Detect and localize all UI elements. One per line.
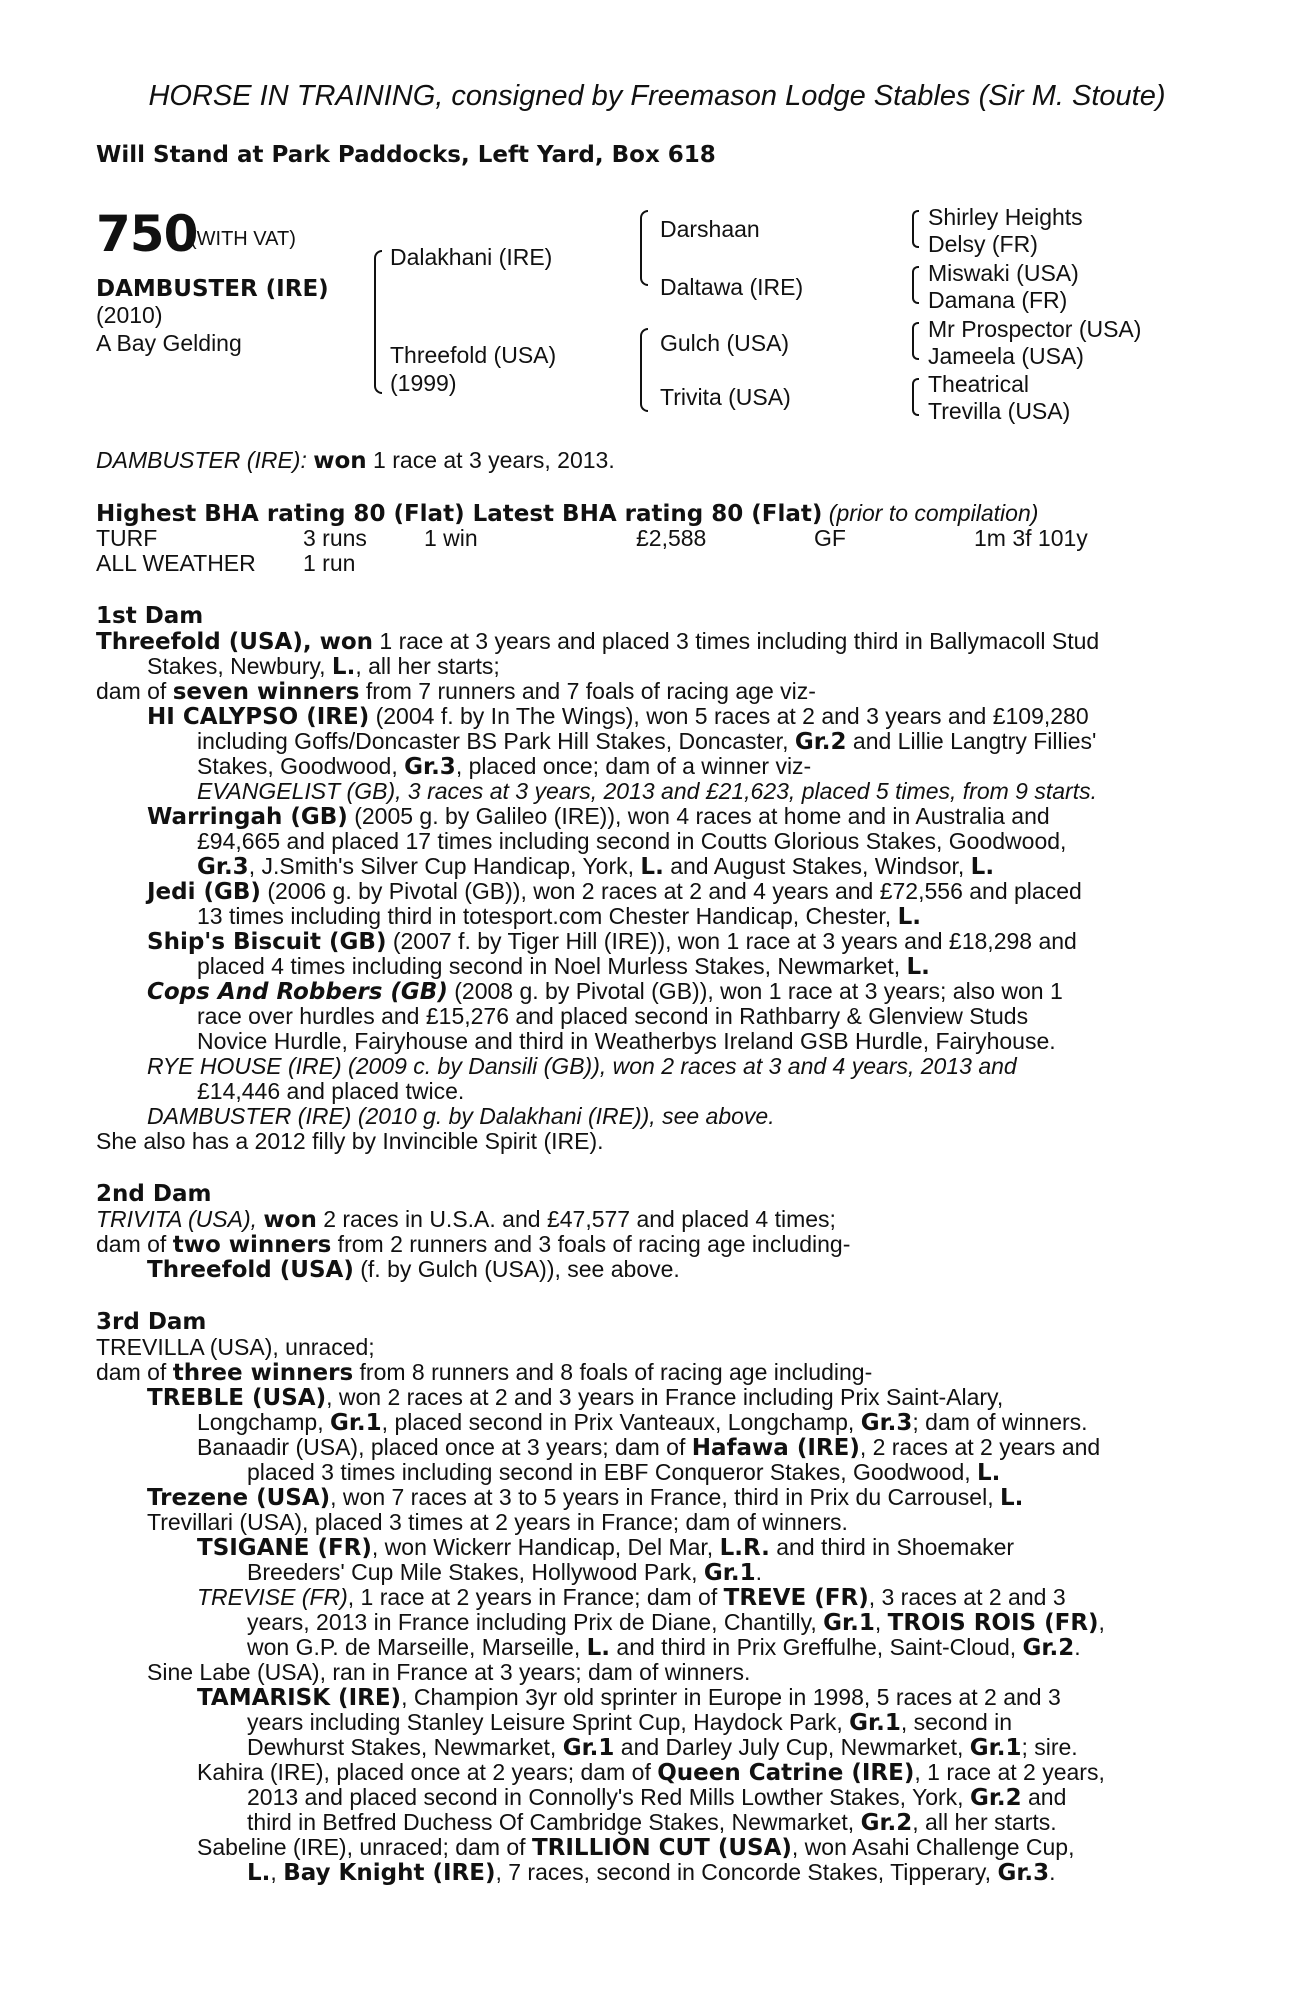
progeny-1-text3c: , placed once; dam of a winner viz- [455,753,812,779]
banaadir-text1c: , 2 races at 2 years and [859,1434,1101,1460]
turf-going: GF [814,525,846,551]
summary-text: 1 race at 3 years, 2013. [366,447,615,473]
progeny-4-line1 [147,929,1077,955]
rating-note: (prior to compilation) [828,500,1039,526]
pedigree-dam-year: (1999) [390,370,457,396]
banaadir-line1 [197,1435,1100,1461]
second-dam-text3: (f. by Gulch (USA)), see above. [353,1256,680,1282]
kahira-line1 [197,1760,1105,1786]
progeny-3-name: Jedi (GB) [147,879,261,905]
sabeline-sep: , [270,1859,284,1885]
kahira-grade2b: Gr.2 [860,1810,913,1836]
trevise-text3c: and third in Prix Greffulhe, Saint-Cloud, [610,1634,1023,1660]
tsigane-text2c: . [755,1559,762,1585]
first-dam-listed: L. [331,654,356,680]
trezene-listed: L. [1000,1485,1024,1511]
trezene-text: , won 7 races at 3 to 5 years in France, third in Prix du Carrousel, [330,1484,1000,1510]
first-dam-won: , won [302,629,374,655]
progeny-8-line1: She also has a 2012 filly by Invincible Spirit (IRE). [96,1128,604,1154]
queen-catrine-name: Queen Catrine (IRE) [657,1760,915,1786]
progeny-5-line3: Novice Hurdle, Fairyhouse and third in Weatherbys Ireland GSB Hurdle, Fairyhouse. [197,1028,1056,1054]
progeny-1-line2 [197,729,1096,755]
second-dam-name: TRIVITA (USA), [96,1206,264,1232]
tsigane-text2a: Breeders' Cup Mile Stakes, Hollywood Park, [247,1559,704,1585]
horse-year: (2010) [96,302,163,328]
turf-runs: 3 runs [303,525,367,551]
tsigane-grade: Gr.1 [703,1560,756,1586]
progeny-3-text2: 13 times including third in totesport.com Chester Handicap, Chester, [197,903,898,929]
turf-wins: 1 win [424,525,478,551]
pedigree-g3-5: Mr Prospector (USA) [928,316,1142,342]
kahira-text1a: Kahira (IRE), placed once at 2 years; dam of [197,1759,658,1785]
sabeline-grade3: Gr.3 [997,1860,1050,1886]
stand-location: Will Stand at Park Paddocks, Left Yard, Box 618 [96,142,716,168]
progeny-6-line2: £14,446 and placed twice. [197,1078,465,1104]
pedigree-dam: Threefold (USA) [390,342,557,368]
trevise-listed: L. [586,1635,611,1661]
second-dam-progeny: Threefold (USA) [147,1257,354,1283]
tsigane-listed: L.R. [719,1535,770,1561]
third-dam-winners: three winners [172,1360,354,1386]
pedigree-bracket-g1 [912,210,919,248]
trezene-name: Trezene (USA) [147,1485,331,1511]
second-dam-heading: 2nd Dam [96,1181,212,1207]
banaadir-text1: Banaadir (USA), placed once at 3 years; dam of [197,1434,692,1460]
trevise-line1 [197,1585,1066,1611]
progeny-2-line1 [147,804,1050,830]
kahira-line3 [247,1810,1057,1836]
third-dam-damof: dam of [96,1359,173,1385]
race-summary [96,448,615,474]
first-dam-heading: 1st Dam [96,603,204,629]
tsigane-line1 [197,1535,1014,1561]
sabeline-line1 [197,1835,1074,1861]
progeny-4-text1: (2007 f. by Tiger Hill (IRE)), won 1 race at 3 years and £18,298 and [386,928,1077,954]
progeny-5-line2: race over hurdles and £15,276 and placed second in Rathbarry & Glenview Studs [197,1003,1029,1029]
second-dam-line2 [96,1232,850,1258]
progeny-1-grade2: Gr.3 [404,754,456,780]
pedigree-g3-7: Theatrical [928,371,1029,397]
second-dam-line1 [96,1207,836,1233]
progeny-3-listed: L. [897,904,921,930]
first-dam-text1: 1 race at 3 years and placed 3 times including third in Ballymacoll Stud [373,628,1100,654]
progeny-4-line2 [197,954,930,980]
tamarisk-text3e: ; sire. [1021,1734,1078,1760]
third-dam-line2 [96,1360,872,1386]
first-dam-text2: Stakes, Newbury, [147,653,332,679]
trevise-grade2: Gr.2 [1022,1635,1075,1661]
treble-text2e: ; dam of winners. [912,1409,1088,1435]
progeny-7-line1: DAMBUSTER (IRE) (2010 g. by Dalakhani (IRE)), see above. [147,1103,775,1129]
trevise-text2c: , [874,1609,888,1635]
progeny-1-text3a: Stakes, Goodwood, [197,753,405,779]
trevise-text2e: , [1098,1609,1105,1635]
kahira-line2 [247,1785,1066,1811]
progeny-4-listed: L. [906,954,930,980]
pedigree-g3-4: Damana (FR) [928,287,1068,313]
trevise-grade1: Gr.1 [823,1610,875,1636]
progeny-3-text1: (2006 g. by Pivotal (GB)), won 2 races at 2 and 4 years and £72,556 and placed [260,878,1082,904]
pedigree-dam-dam: Trivita (USA) [660,384,791,410]
trevise-name: TREVISE (FR) [197,1584,348,1610]
pedigree-g3-2: Delsy (FR) [928,231,1038,257]
tamarisk-name: TAMARISK (IRE) [197,1685,402,1711]
second-dam-line3 [147,1257,680,1283]
pedigree-sire-dam: Daltawa (IRE) [660,274,804,300]
first-dam-damof: dam of [96,678,173,704]
progeny-2-name: Warringah (GB) [147,804,348,830]
treble-grade3: Gr.3 [860,1410,913,1436]
progeny-2-listed2: L. [970,854,995,880]
treble-text2c: , placed second in Prix Vanteaux, Longchamp, [381,1409,861,1435]
pedigree-bracket-dam [640,328,648,412]
progeny-5-text1: (2008 g. by Pivotal (GB)), won 1 race at 3 years; also won 1 [447,978,1063,1004]
tamarisk-text1: , Champion 3yr old sprinter in Europe in 1998, 5 races at 2 and 3 [401,1684,1061,1710]
progeny-2-listed1: L. [640,854,664,880]
progeny-5-name: Cops And Robbers (GB) [147,979,448,1005]
second-dam-won: won [263,1207,317,1233]
treve-name: TREVE (FR) [723,1585,869,1611]
progeny-2-text3d: and August Stakes, Windsor, [663,853,971,879]
progeny-2-text3b: , J.Smith's Silver Cup Handicap, York, [248,853,641,879]
banaadir-line2 [247,1460,1000,1486]
progeny-2-grade: Gr.3 [197,854,249,880]
summary-colon: : [300,447,307,473]
progeny-1-line3 [197,754,811,780]
turf-label: TURF [96,525,158,551]
sabeline-text1a: Sabeline (IRE), unraced; dam of [197,1834,532,1860]
tsigane-line2 [247,1560,762,1586]
third-dam-line1: TREVILLA (USA), unraced; [96,1334,375,1360]
progeny-1-text2a: including Goffs/Doncaster BS Park Hill Stakes, Doncaster, [197,728,795,754]
progeny-2-line2: £94,665 and placed 17 times including second in Coutts Glorious Stakes, Goodwood, [197,828,1067,854]
first-dam-line1 [96,629,1099,655]
progeny-2-line3 [197,854,994,880]
tsigane-text1a: , won Wickerr Handicap, Del Mar, [371,1534,720,1560]
trillion-cut-name: TRILLION CUT (USA) [531,1835,792,1861]
first-dam-runners: from 7 runners and 7 foals of racing age viz- [359,678,816,704]
kahira-text2a: 2013 and placed second in Connolly's Red Mills Lowther Stakes, York, [247,1784,970,1810]
pedigree-bracket-sire [640,210,648,286]
turf-distance: 1m 3f 101y [974,525,1088,551]
tsigane-name: TSIGANE (FR) [197,1535,372,1561]
bay-knight-name: Bay Knight (IRE) [283,1860,496,1886]
first-dam-name: Threefold (USA) [96,629,303,655]
treble-line2 [197,1410,1088,1436]
pedigree-sire-sire: Darshaan [660,216,760,242]
progeny-6-line1: RYE HOUSE (IRE) (2009 c. by Dansili (GB)), won 2 races at 3 and 4 years, 2013 and [147,1053,1017,1079]
second-dam-text1: 2 races in U.S.A. and £47,577 and placed 4 times; [316,1206,836,1232]
horse-description: A Bay Gelding [96,330,242,356]
trevillari-line1: Trevillari (USA), placed 3 times at 2 years in France; dam of winners. [147,1509,848,1535]
treble-text1: , won 2 races at 2 and 3 years in France including Prix Saint-Alary, [326,1384,1004,1410]
horse-name: DAMBUSTER (IRE) [96,276,329,302]
rating-highest: Highest BHA rating 80 (Flat) Latest BHA rating 80 (Flat) [96,501,823,527]
trevise-text1b: , 1 race at 2 years in France; dam of [347,1584,724,1610]
tamarisk-line3 [247,1735,1078,1761]
progeny-1-text2c: and Lillie Langtry Fillies' [846,728,1097,754]
rating-line [96,501,1038,527]
progeny-4-name: Ship's Biscuit (GB) [147,929,387,955]
trevise-text3a: won G.P. de Marseille, Marseille, [247,1634,587,1660]
progeny-1-grade1: Gr.2 [794,729,847,755]
pedigree-bracket-g4 [912,378,919,416]
second-dam-damof: dam of [96,1231,173,1257]
hafawa-name: Hafawa (IRE) [691,1435,860,1461]
tamarisk-grade1a: Gr.1 [849,1710,901,1736]
pedigree-g3-1: Shirley Heights [928,204,1083,230]
pedigree-sire: Dalakhani (IRE) [390,244,553,270]
pedigree-dam-sire: Gulch (USA) [660,330,790,356]
tamarisk-text3c: and Darley July Cup, Newmarket, [614,1734,970,1760]
pedigree-g3-6: Jameela (USA) [928,343,1084,369]
first-dam-text2-end: , all her starts; [355,653,500,679]
turf-prize: £2,588 [636,525,707,551]
progeny-1-line4: EVANGELIST (GB), 3 races at 3 years, 2013 and £21,623, placed 5 times, from 9 starts. [197,778,1097,804]
treble-name: TREBLE (USA) [147,1385,327,1411]
sabeline-text1c: , won Asahi Challenge Cup, [791,1834,1075,1860]
second-dam-runners: from 2 runners and 3 foals of racing age including- [331,1231,851,1257]
trevise-line2 [247,1610,1105,1636]
progeny-4-text2: placed 4 times including second in Noel Murless Stakes, Newmarket, [197,953,907,979]
progeny-1-name: HI CALYPSO (IRE) [147,704,370,730]
first-dam-winners: seven winners [172,679,360,705]
kahira-text3c: , all her starts. [912,1809,1057,1835]
progeny-3-line1 [147,879,1082,905]
tamarisk-text2c: , second in [900,1709,1013,1735]
trevise-text2a: years, 2013 in France including Prix de Diane, Chantilly, [247,1609,824,1635]
progeny-2-text1: (2005 g. by Galileo (IRE)), won 4 races at home and in Australia and [347,803,1050,829]
aw-label: ALL WEATHER [96,550,256,576]
treble-text2a: Longchamp, [197,1409,330,1435]
pedigree-bracket-g3 [912,322,919,360]
aw-runs: 1 run [303,550,356,576]
banaadir-text2: placed 3 times including second in EBF Conqueror Stakes, Goodwood, [247,1459,978,1485]
pedigree-g3-3: Miswaki (USA) [928,260,1079,286]
sabeline-text2d: , 7 races, second in Concorde Stakes, Tipperary, [495,1859,998,1885]
first-dam-line3 [96,679,816,705]
tamarisk-text2a: years including Stanley Leisure Sprint Cup, Haydock Park, [247,1709,850,1735]
second-dam-winners: two winners [172,1232,332,1258]
kahira-text3a: third in Betfred Duchess Of Cambridge Stakes, Newmarket, [247,1809,861,1835]
banaadir-listed: L. [977,1460,1001,1486]
tamarisk-grade1b: Gr.1 [562,1735,615,1761]
progeny-1-text1: (2004 f. by In The Wings), won 5 races at 2 and 3 years and £109,280 [369,703,1089,729]
pedigree-g3-8: Trevilla (USA) [928,398,1071,424]
first-dam-line2 [147,654,500,680]
tamarisk-text3a: Dewhurst Stakes, Newmarket, [247,1734,563,1760]
third-dam-heading: 3rd Dam [96,1309,207,1335]
page-header: HORSE IN TRAINING, consigned by Freemason Lodge Stables (Sir M. Stoute) [148,80,1166,112]
third-dam-runners: from 8 runners and 8 foals of racing age including- [353,1359,873,1385]
sine-labe-line1: Sine Labe (USA), ran in France at 3 years; dam of winners. [147,1659,751,1685]
vat-note: (WITH VAT) [190,228,296,250]
progeny-3-line2 [197,904,921,930]
summary-won: won [313,448,367,474]
treble-line1 [147,1385,1003,1411]
tamarisk-line2 [247,1710,1012,1736]
treble-grade1: Gr.1 [329,1410,382,1436]
kahira-text1c: , 1 race at 2 years, [914,1759,1105,1785]
tamarisk-line1 [197,1685,1061,1711]
progeny-1-line1 [147,704,1089,730]
progeny-5-line1 [147,979,1063,1005]
kahira-grade2a: Gr.2 [969,1785,1022,1811]
pedigree-bracket-main [374,250,382,394]
lot-number: 750 [96,205,198,263]
trevise-text1d: , 3 races at 2 and 3 [868,1584,1066,1610]
trevise-line3 [247,1635,1081,1661]
trois-rois-name: TROIS ROIS (FR) [887,1610,1099,1636]
tsigane-text1c: and third in Shoemaker [769,1534,1015,1560]
kahira-text2c: and [1021,1784,1067,1810]
pedigree-bracket-g2 [912,266,919,304]
trezene-line1 [147,1485,1023,1511]
sabeline-listed: L. [247,1860,271,1886]
tamarisk-grade1c: Gr.1 [969,1735,1022,1761]
summary-horse-name: DAMBUSTER (IRE) [96,447,301,473]
trevise-text3e: . [1074,1634,1081,1660]
sabeline-line2 [247,1860,1056,1886]
sabeline-text2f: . [1049,1859,1056,1885]
